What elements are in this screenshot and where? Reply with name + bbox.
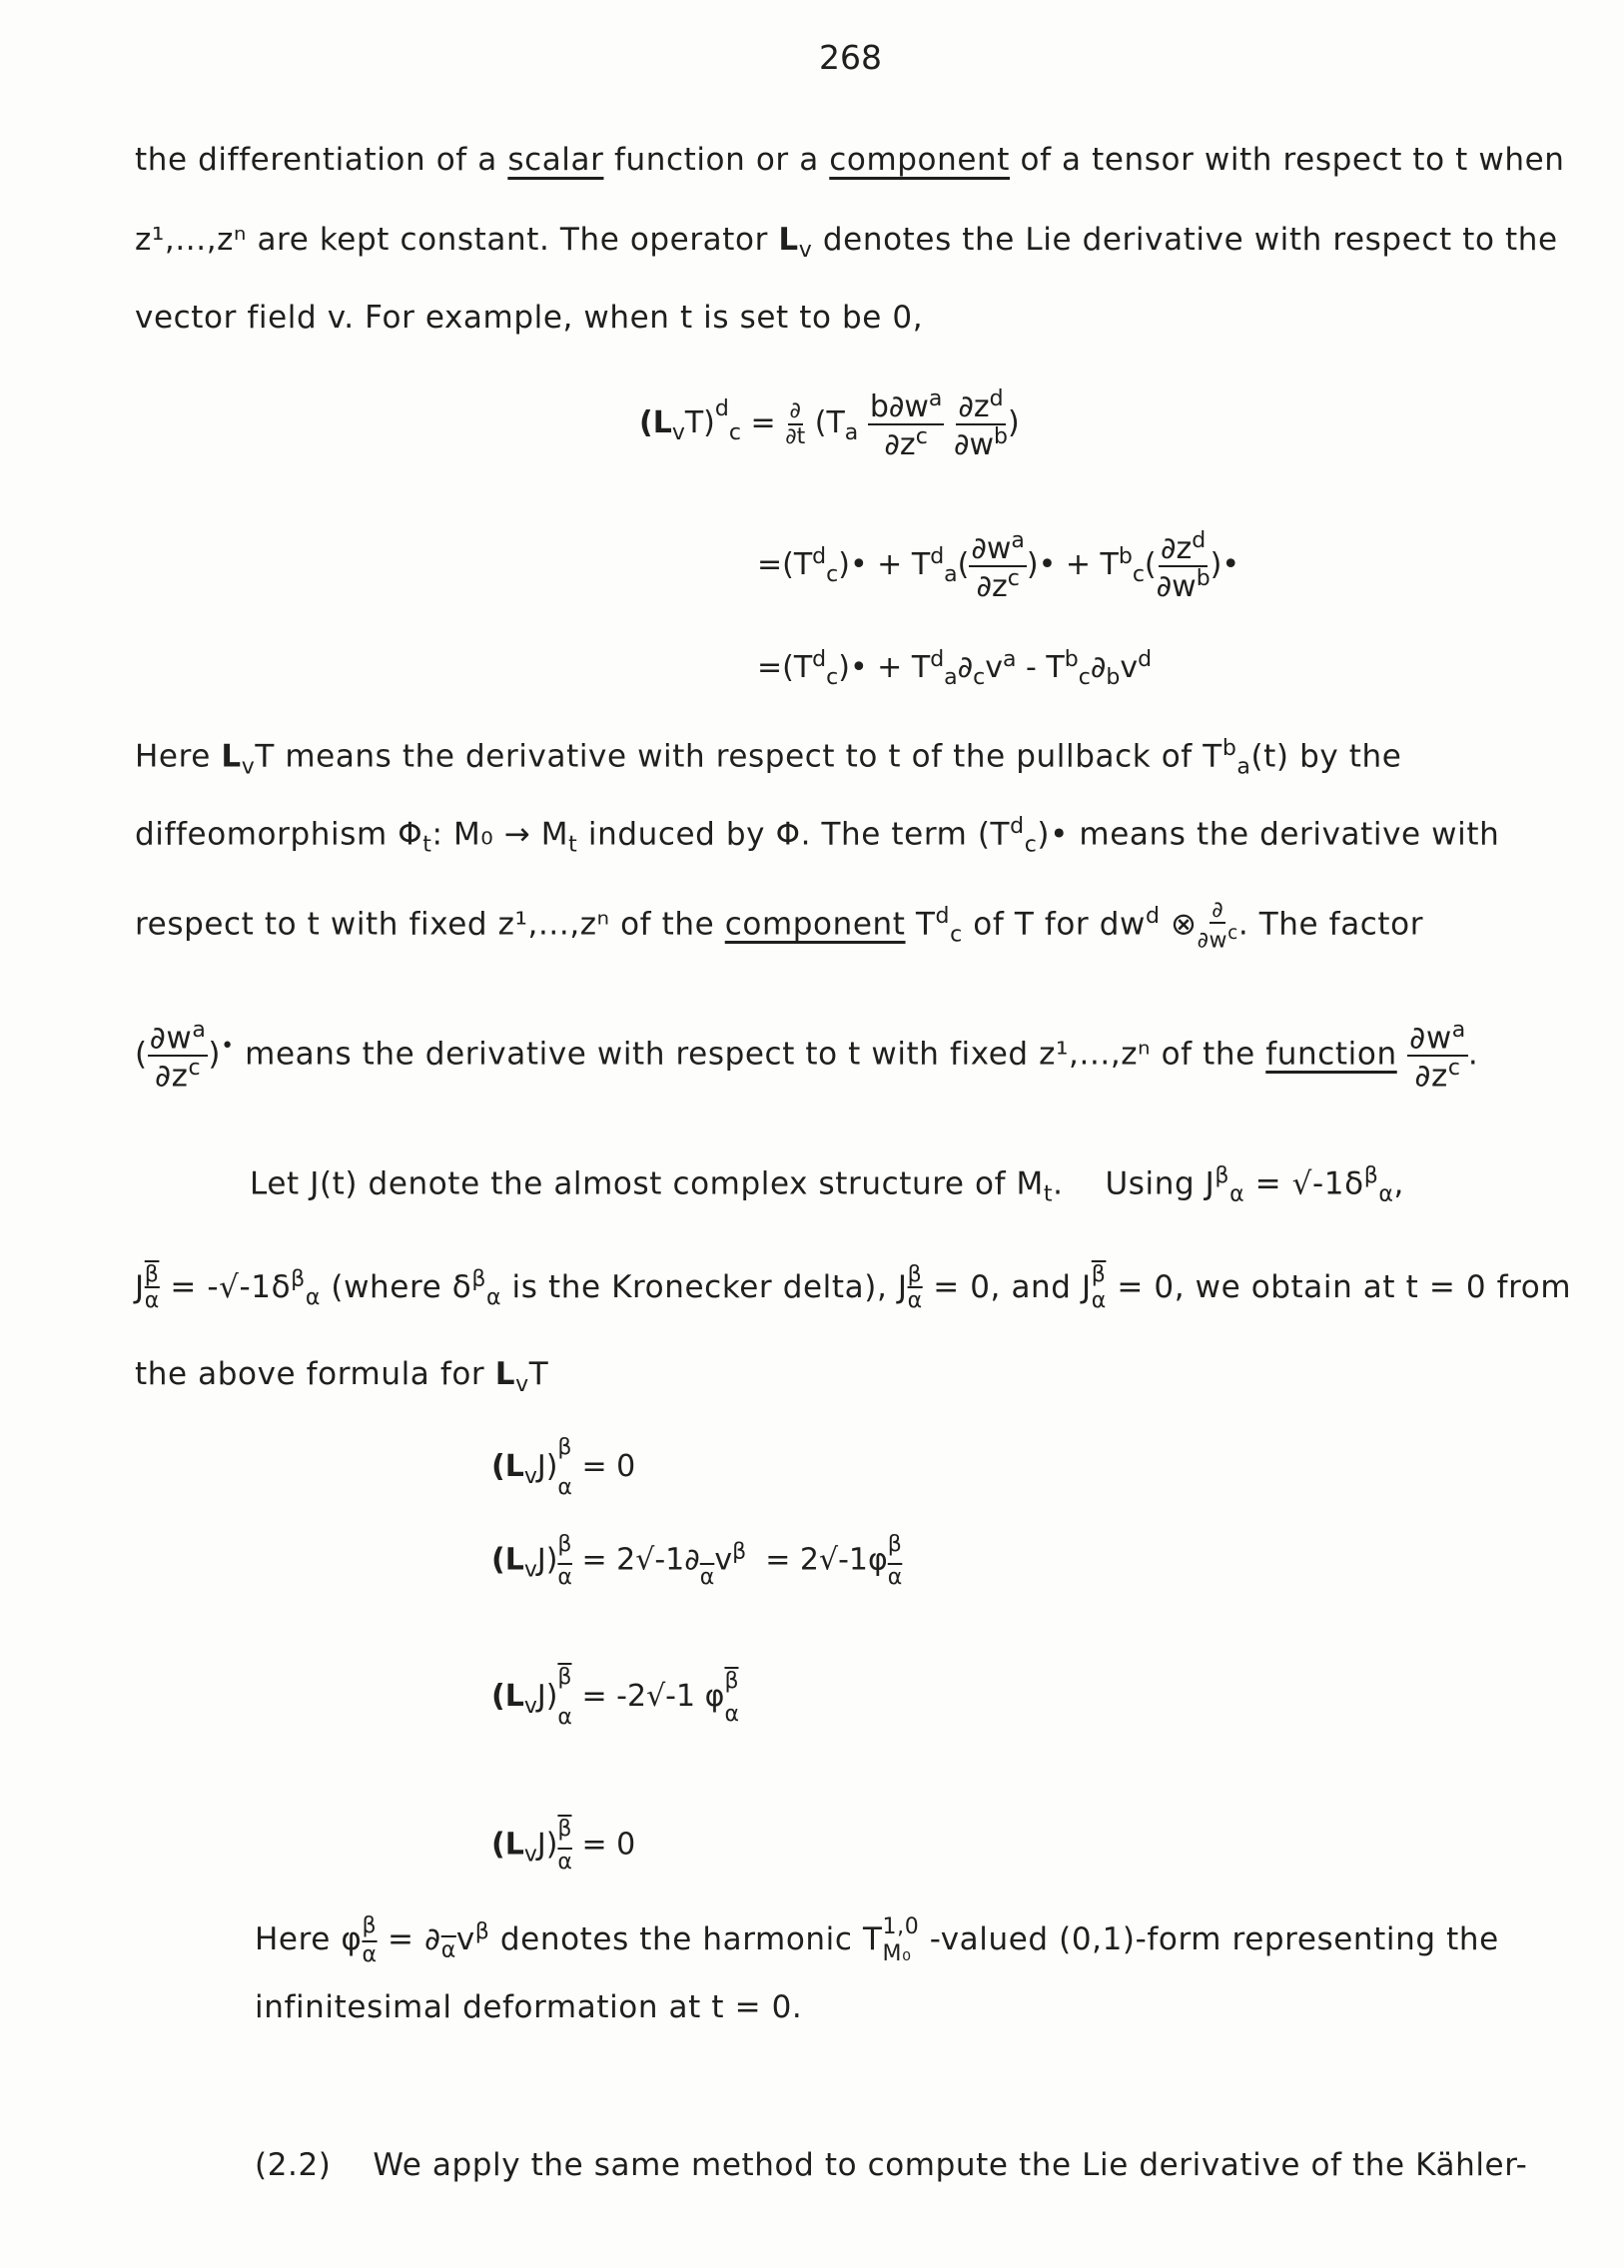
equation-lie-derivative-1: $(L_vT)^d_c$ = $\frac{\partial}{\partial t}$ ($T_a$ $\frac{b\partial w^a}{\partial z^c}$ $\frac{\partial z^d}{\partial w^b}$ ) [639,386,1020,462]
text-line-1: the differentiation of a scalar function or a component of a tensor with respect to t when [135,142,1565,178]
text-line-5: diffeomorphism $\Phi_t$: $M_0 \to M_t$ induced by Φ. The term $(T^d_c)•$ means the derivative with [135,814,1500,858]
equation-lie-derivative-2: $=(T^d_c)• + T^d_a$( $\frac{\partial w^a}{\partial z^c}$ )• + $T^b_c$( $\frac{\partial z^d}{\partial w^b}$ )• [757,528,1240,604]
formula-lvj-2: $(L_vJ)$ $\frac{\beta}{\alpha}$ = 2√-1∂ $\overline{\alpha}$ $v^\beta = 2√-1\varphi$ $\frac{\beta}{\alpha}$ [491,1532,903,1590]
text-line-8: Let J(t) denote the almost complex structure of $M_t$. Using $J^\beta_\alpha = √-1\delta^\beta_\alpha$, [250,1163,1404,1207]
page-number: 268 [819,38,882,77]
text-line-12: infinitesimal deformation at t = 0. [255,1989,803,2025]
formula-lvj-3: $(L_vJ)$ $\overline{\beta}$ α = -2√-1 φ $\overline{\beta}$ α [491,1665,739,1730]
formula-lvj-4: $(L_vJ)$ $\frac{\overline{\beta}}{\alpha}$ = 0 [491,1817,636,1875]
text-line-9: J $\frac{\overline{\beta}}{\alpha}$ = $-√-1\delta^\beta_\alpha$ (where $\delta^\beta_\alpha$ is the Kronecker delta), J $\frac{\beta}{\alpha}$ = 0, and J $\overline{\beta}$ α = 0, we obtain at t = 0 from [135,1262,1572,1314]
equation-lie-derivative-3: $=(T^d_c)• + T^d_a\partial_cv^a - T^b_c\partial_bv^d$ [757,647,1153,690]
text-line-3: vector field v. For example, when t is set to be 0, [135,300,924,336]
text-line-11: Here φ $\frac{\beta}{\alpha}$ = $\partial_{\overline{\alpha}}v^\beta$ denotes the harmonic T 1,0 M₀ -valued (0,1)-form representing the [255,1913,1499,1967]
text-line-13: (2.2) We apply the same method to compute the Lie derivative of the Kähler- [255,2147,1528,2183]
text-line-7: ( $\frac{\partial w^a}{\partial z^c}$ )• means the derivative with respect to t with fixed z¹,...,zⁿ of the function $\frac{\partial w^a}{\partial z^c}$ . [135,1018,1479,1095]
text-line-4: Here $L_vT$ means the derivative with respect to t of the pullback of $T^b_a(t)$ by the [135,736,1402,780]
text-line-6: respect to t with fixed z¹,...,zⁿ of the component $T^d_c$ of T for $dw^d$ ⊗ $\frac{\partial}{\partial w^c}$ . The factor [135,898,1424,954]
text-line-2: z¹,...,zⁿ are kept constant. The operator $L_v$ denotes the Lie derivative with respect to the [135,222,1558,264]
text-line-10: the above formula for $L_vT$ [135,1356,549,1398]
formula-lvj-1: $(L_vJ)$ β α = 0 [491,1435,636,1500]
